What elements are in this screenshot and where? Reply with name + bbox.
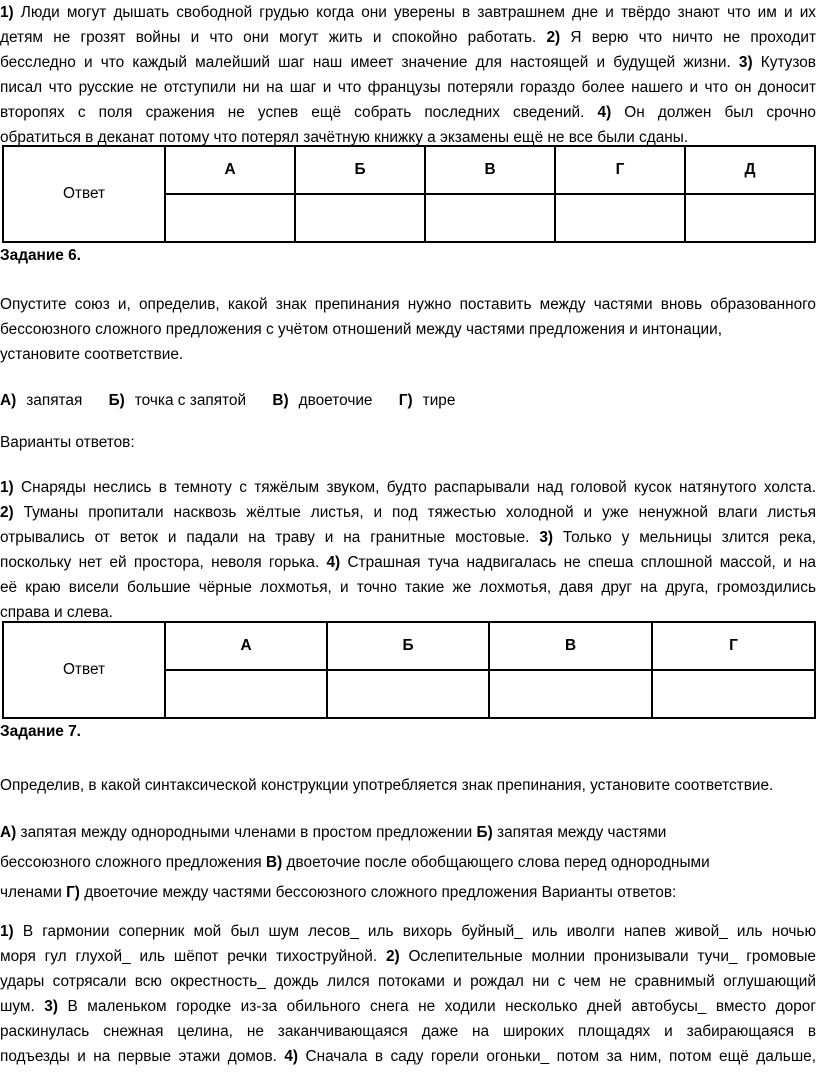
option-text: запятая bbox=[26, 392, 83, 409]
answer-label: Ответ bbox=[3, 146, 165, 242]
text-line bbox=[0, 500, 816, 525]
text-line bbox=[0, 1044, 816, 1069]
item-number: 2) bbox=[0, 504, 14, 521]
text-run: двоеточие после обобщающего слова перед однородными bbox=[282, 854, 710, 871]
text-line bbox=[0, 50, 816, 75]
text-run: Он должен был срочно bbox=[611, 104, 816, 121]
text-line bbox=[0, 919, 816, 944]
option-key: Б) bbox=[108, 392, 125, 409]
text-line: Опустите союз и, определив, какой знак препинания нужно поставить между частями вновь образованного bbox=[0, 296, 816, 313]
text-run: Только у мельницы злится река, bbox=[553, 529, 816, 546]
item-number: Б) bbox=[476, 824, 493, 841]
task7-options bbox=[0, 818, 816, 908]
answer-cell-b[interactable] bbox=[295, 194, 425, 242]
text-run: её краю висели большие чёрные лохмотья, и точно такие же лохмотья, давя друг на друга, громоздились bbox=[0, 579, 816, 596]
task6-options bbox=[0, 390, 455, 412]
column-header-g: Г bbox=[652, 622, 815, 670]
text-run: запятая между однородными членами в простом предложении bbox=[16, 824, 477, 841]
answer-label: Ответ bbox=[3, 622, 165, 718]
item-number: 1) bbox=[0, 4, 14, 21]
column-header-g: Г bbox=[555, 146, 685, 194]
text-run: Кутузов bbox=[752, 54, 816, 71]
answer-cell-g[interactable] bbox=[652, 670, 815, 718]
text-line bbox=[0, 878, 816, 908]
task6-intro bbox=[0, 292, 816, 367]
item-number: 1) bbox=[0, 923, 14, 940]
item-number: 1) bbox=[0, 479, 14, 496]
text-run: бессоюзного сложного предложения bbox=[0, 854, 266, 871]
text-run: поскольку нет ей простора, неволя горька. bbox=[0, 554, 327, 571]
text-line bbox=[0, 550, 816, 575]
text-run: Я верю что ничто не проходит bbox=[560, 29, 816, 46]
answer-cell-d[interactable] bbox=[685, 194, 815, 242]
task7-intro: Определив, в какой синтаксической конструкции употребляется знак препинания, установите соответствие. bbox=[0, 777, 774, 794]
item-number: 3) bbox=[539, 529, 553, 546]
item-number: 4) bbox=[597, 104, 612, 121]
task6-heading: Задание 6. bbox=[0, 247, 81, 264]
option-text: тире bbox=[422, 392, 456, 409]
task5-sentences bbox=[0, 0, 816, 150]
text-line: бессоюзного сложного предложения с учётом отношений между частями предложения и интонации, bbox=[0, 321, 723, 338]
text-line bbox=[0, 1019, 816, 1044]
column-header-a: А bbox=[165, 146, 295, 194]
item-number: 2) bbox=[546, 29, 561, 46]
text-run: моря гул глухой_ иль шёпот речки тихоструйной. bbox=[0, 948, 386, 965]
option-key: А) bbox=[0, 392, 17, 409]
text-line bbox=[0, 848, 816, 878]
text-line bbox=[0, 100, 816, 125]
answer-cell-b[interactable] bbox=[327, 670, 489, 718]
text-line: установите соответствие. bbox=[0, 346, 184, 363]
column-header-v: В bbox=[425, 146, 555, 194]
answer-table-5 bbox=[2, 145, 816, 243]
text-line bbox=[0, 994, 816, 1019]
column-header-b: Б bbox=[295, 146, 425, 194]
variants-label: Варианты ответов: bbox=[0, 434, 135, 451]
option-key: В) bbox=[272, 392, 289, 409]
answer-cell-v[interactable] bbox=[425, 194, 555, 242]
text-line bbox=[0, 575, 816, 600]
text-line bbox=[0, 969, 816, 994]
text-run: отрывались от веток и падали на траву и на гранитные мостовые. bbox=[0, 529, 540, 546]
text-run: писал что русские не отступили ни на шаг и что французы потеряли гораздо более нашего и что он доносит bbox=[0, 79, 816, 96]
column-header-b: Б bbox=[327, 622, 489, 670]
answer-cell-v[interactable] bbox=[489, 670, 652, 718]
text-run: обратиться в деканат потому что потерял зачётную книжку а экзамены ещё не все были сданы. bbox=[0, 129, 689, 146]
text-run: второпях с поля сражения не успев ещё собрать последних сведений. bbox=[0, 104, 598, 121]
task6-sentences bbox=[0, 475, 816, 625]
option-text: двоеточие bbox=[298, 392, 373, 409]
text-line bbox=[0, 944, 816, 969]
text-line bbox=[0, 525, 816, 550]
item-number: Г) bbox=[66, 884, 80, 901]
item-number: 4) bbox=[326, 554, 341, 571]
text-run: справа и слева. bbox=[0, 604, 113, 621]
text-run: шум. bbox=[0, 998, 45, 1015]
text-line bbox=[0, 475, 816, 500]
item-number: 4) bbox=[284, 1048, 299, 1065]
answer-table-6 bbox=[2, 621, 816, 719]
text-run: В маленьком городке из-за обильного снега не ходили несколько дней автобусы_ вместо дорог bbox=[57, 998, 816, 1015]
item-number: 3) bbox=[44, 998, 58, 1015]
text-run: бесследно и что каждый малейший шаг наш имеет значение для настоящей и будущей жизни. bbox=[0, 54, 739, 71]
text-run: Ослепительные молнии пронизывали тучи_ громовые bbox=[399, 948, 816, 965]
text-run: Люди могут дышать свободной грудью когда они уверены в завтрашнем дне и твёрдо знают что им и их bbox=[13, 4, 816, 21]
answer-cell-a[interactable] bbox=[165, 194, 295, 242]
column-header-d: Д bbox=[685, 146, 815, 194]
option-key: Г) bbox=[398, 392, 413, 409]
text-run: Сначала в саду горели огоньки_ потом за ним, потом ещё дальше, bbox=[298, 1048, 816, 1065]
task7-heading: Задание 7. bbox=[0, 723, 81, 740]
item-number: В) bbox=[266, 854, 283, 871]
column-header-a: А bbox=[165, 622, 327, 670]
item-number: А) bbox=[0, 824, 17, 841]
column-header-v: В bbox=[489, 622, 652, 670]
text-run: В гармонии соперник мой был шум лесов_ иль вихорь буйный_ иль иволги напев живой_ иль ночью bbox=[13, 923, 816, 940]
item-number: 2) bbox=[385, 948, 400, 965]
text-run: подъезды и на первые этажи домов. bbox=[0, 1048, 285, 1065]
text-run: членами bbox=[0, 884, 67, 901]
task7-sentences bbox=[0, 919, 816, 1069]
option-text: точка с запятой bbox=[134, 392, 247, 409]
text-run: раскинулась снежная целина, не заканчивающаяся даже на широких площадях и забирающаяся в bbox=[0, 1023, 816, 1040]
text-line bbox=[0, 818, 816, 848]
text-line bbox=[0, 75, 816, 100]
answer-cell-a[interactable] bbox=[165, 670, 327, 718]
text-line bbox=[0, 0, 816, 25]
text-run: двоеточие между частями бессоюзного сложного предложения Варианты ответов: bbox=[79, 884, 677, 901]
answer-cell-g[interactable] bbox=[555, 194, 685, 242]
text-run: детям не грозят войны и что они могут жить и спокойно работать. bbox=[0, 29, 547, 46]
text-run: удары сотрясали всю окрестность_ дождь лился потоками и рождал ни с чем не сравнимый оглушающий bbox=[0, 973, 816, 990]
text-run: Туманы пропитали насквозь жёлтые листья, и под тяжестью холодной и уже ненужной влаги листья bbox=[13, 504, 816, 521]
text-run: запятая между частями bbox=[492, 824, 667, 841]
text-line bbox=[0, 25, 816, 50]
item-number: 3) bbox=[738, 54, 753, 71]
text-run: Страшная туча надвигалась не спеша сплошной массой, и на bbox=[340, 554, 816, 571]
text-run: Снаряды неслись в темноту с тяжёлым звуком, будто распарывали над головой кусок натянутого холста. bbox=[13, 479, 816, 496]
